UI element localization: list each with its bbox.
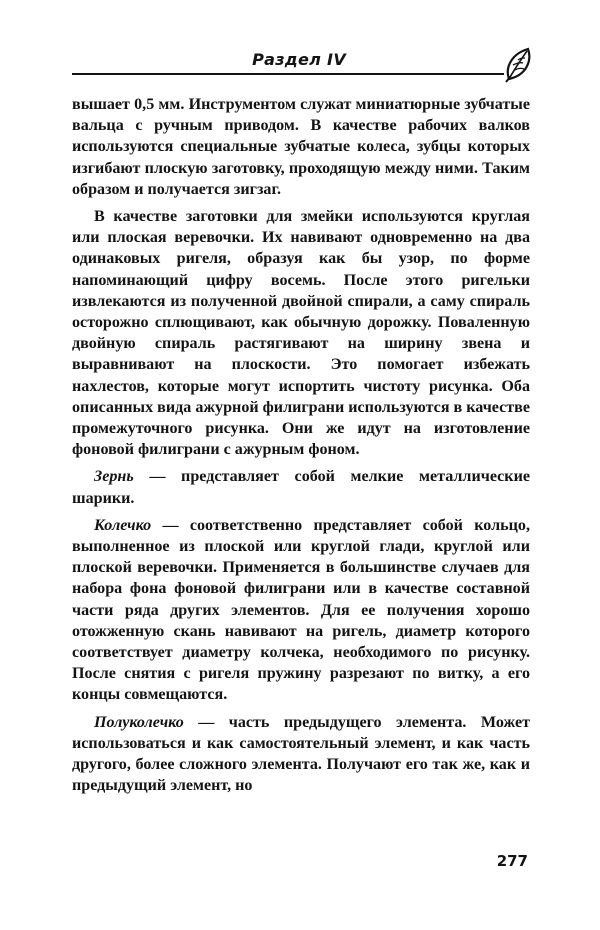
page-number: 277 [496,852,528,870]
paragraph-polukolechko [72,712,530,797]
paragraph-zmeyka [72,206,530,460]
page-body [72,94,530,797]
paragraph-continuation [72,94,530,200]
page-header [72,48,506,78]
term-polukolechko: Полуколечко [94,713,184,731]
paragraph-text: вышает 0,5 мм. Инструментом служат миниатюрные зубчатые вальца с ручным приводом. В качестве рабочих валков используются специальные зубчатые колеса, зубцы которых изгибают плоскую заготовку, проходящую между ними. Таким образом и получается зигзаг. [72,96,530,198]
paragraph-text: В качестве заготовки для змейки используются круглая или плоская веревочки. Их навивают одновременно на два одинаковых ригеля, образуя как бы узор, по форме напоминающий цифру восемь. После этого ригельки извлекаются из полученной двойной спирали, а саму спираль осторожно сплющивают, как обычную дорожку. Поваленную двойную спираль растягивают на ширину звена и выравнивают на плоскости. Это помогает избежать нахлестов, которые могут испортить чистоту рисунка. Оба описанных вида ажурной филиграни используются в качестве промежуточного рисунка. Они же идут на изготовление фоновой филиграни с ажурным фоном. [72,208,530,459]
paragraph-text: — часть предыдущего элемента. Может использоваться и как самостоятельный элемент, и как часть другого, более сложного элемента. Получают его так же, как и предыдущий элемент, но [72,713,530,795]
leaf-ornament-icon [504,46,534,84]
header-rule [72,73,504,75]
paragraph-text: — соответственно представляет собой кольцо, выполненное из плоской или круглой глади, круглой или плоской веревочки. Применяется в большинстве случаев для набора фона фоновой филиграни или в качестве составной части ряда других элементов. Для ее получения хорошо отожженную скань навивают на ригель, диаметр которого соответствует диаметру колчека, необходимого по рисунку. После снятия с ригеля пружину разрезают по витку, а его концы совмещаются. [72,516,530,704]
paragraph-text: — представляет собой мелкие металлические шарики. [72,468,530,507]
paragraph-kolechko [72,515,530,706]
term-kolechko: Колечко [94,516,152,534]
running-head: Раздел IV [252,50,346,69]
term-zern: Зернь [94,468,134,486]
paragraph-zern [72,466,530,508]
